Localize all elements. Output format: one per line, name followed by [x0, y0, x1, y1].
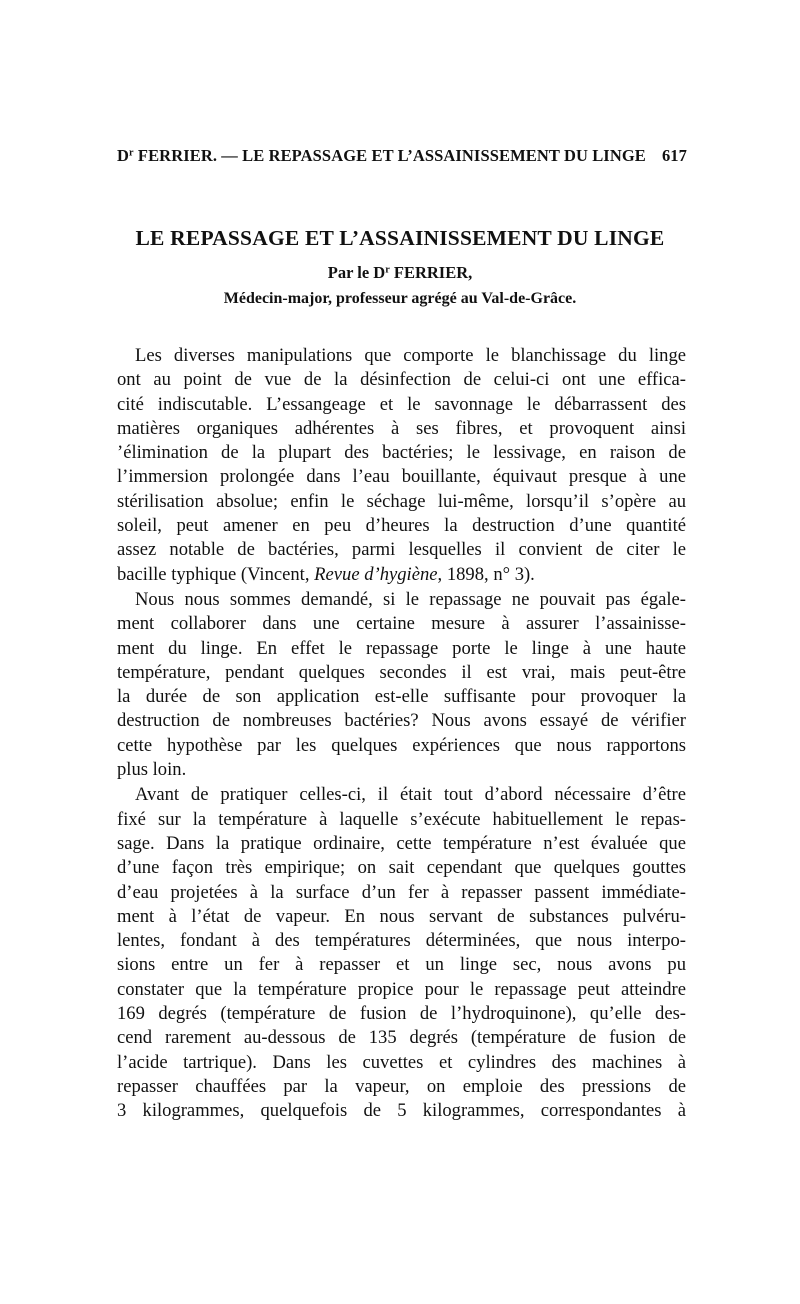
article-title: LE REPASSAGE ET L’ASSAINISSEMENT DU LINGE: [135, 226, 665, 250]
paragraph-2: [117, 588, 686, 782]
text-line: plus loin.: [117, 759, 187, 781]
paragraph-3: [117, 783, 686, 1123]
text-line: cité indiscutable. L’essangeage et le savonnage le débarrassent des: [117, 393, 686, 415]
text-line: stérilisation absolue; enfin le séchage lui-même, lorsqu’il s’opère au: [117, 490, 686, 512]
text-line: constater que la température propice pour le repassage peut atteindre: [117, 978, 686, 1000]
paragraph-1: [117, 344, 686, 587]
text-line: d’une façon très empirique; on sait cependant que quelques gouttes: [117, 857, 686, 879]
text-line: ont au point de vue de la désinfection de celui-ci ont une effica-: [117, 369, 686, 391]
text-line: sions entre un fer à repasser et un linge sec, nous avons pu: [117, 954, 686, 976]
text-line: lentes, fondant à des températures déterminées, que nous interpo-: [117, 930, 686, 952]
text-line: destruction de nombreuses bactéries? Nous avons essayé de vérifier: [117, 710, 686, 732]
text-line: ment collaborer dans une certaine mesure à assurer l’assainisse-: [117, 613, 686, 635]
text-line: ’élimination de la plupart des bactéries; le lessivage, en raison de: [117, 442, 686, 464]
text-line: soleil, peut amener en peu d’heures la destruction d’une quantité: [117, 515, 686, 537]
text-line: cette hypothèse par les quelques expériences que nous rapportons: [117, 734, 686, 756]
text-line: 169 degrés (température de fusion de l’hydroquinone), qu’elle des-: [117, 1003, 686, 1025]
running-head: [117, 146, 687, 166]
text-line: assez notable de bactéries, parmi lesquelles il convient de citer le: [117, 539, 686, 561]
text-line: Avant de pratiquer celles-ci, il était tout d’abord nécessaire d’être: [135, 784, 686, 806]
journal-title: Revue d’hygiène: [314, 563, 438, 585]
text-line: repasser chauffées par la vapeur, on emploie des pressions de: [117, 1075, 686, 1097]
text-line: d’eau projetées à la surface d’un fer à repasser passent immédiate-: [117, 881, 686, 903]
text-line: ment à l’état de vapeur. En nous servant de substances pulvéru-: [117, 905, 686, 927]
text-line: Les diverses manipulations que comporte le blanchissage du linge: [135, 345, 686, 366]
text-line: ment du linge. En effet le repassage porte le linge à une haute: [117, 637, 686, 659]
running-head-title: $D^r$ FERRIER. — LE REPASSAGE ET L’ASSAINISSEMENT DU LINGE: [117, 146, 646, 165]
author-affiliation: Médecin-major, professeur agrégé au Val-de-Grâce.: [223, 290, 577, 307]
text-line: cend rarement au-dessous de 135 degrés (température de fusion de: [117, 1027, 686, 1049]
text-line: température, pendant quelques secondes il est vrai, mais peut-être: [117, 661, 686, 683]
text-line: la durée de son application est-elle suffisante pour provoquer la: [117, 686, 686, 708]
article-body: [117, 344, 686, 1124]
text-line: matières organiques adhérentes à ses fibres, et provoquent ainsi: [117, 417, 686, 439]
text-line: Nous nous sommes demandé, si le repassage ne pouvait pas égale-: [135, 588, 686, 610]
page-number: 617: [661, 146, 687, 165]
text-line: l’acide tartrique). Dans les cuvettes et cylindres des machines à: [117, 1051, 686, 1073]
text-line-citation: bacille typhique (Vincent, Revue d’hygiène, 1898, n° 3).: [117, 563, 535, 585]
author-byline: Par le $D^r$ FERRIER,: [327, 263, 473, 282]
text-line: fixé sur la température à laquelle s’exécute habituellement le repas-: [117, 808, 686, 830]
text-line: 3 kilogrammes, quelquefois de 5 kilogrammes, correspondantes à: [117, 1100, 686, 1122]
text-line: l’immersion prolongée dans l’eau bouillante, équivaut presque à une: [117, 466, 686, 488]
text-line: sage. Dans la pratique ordinaire, cette température n’est évaluée que: [117, 832, 686, 854]
